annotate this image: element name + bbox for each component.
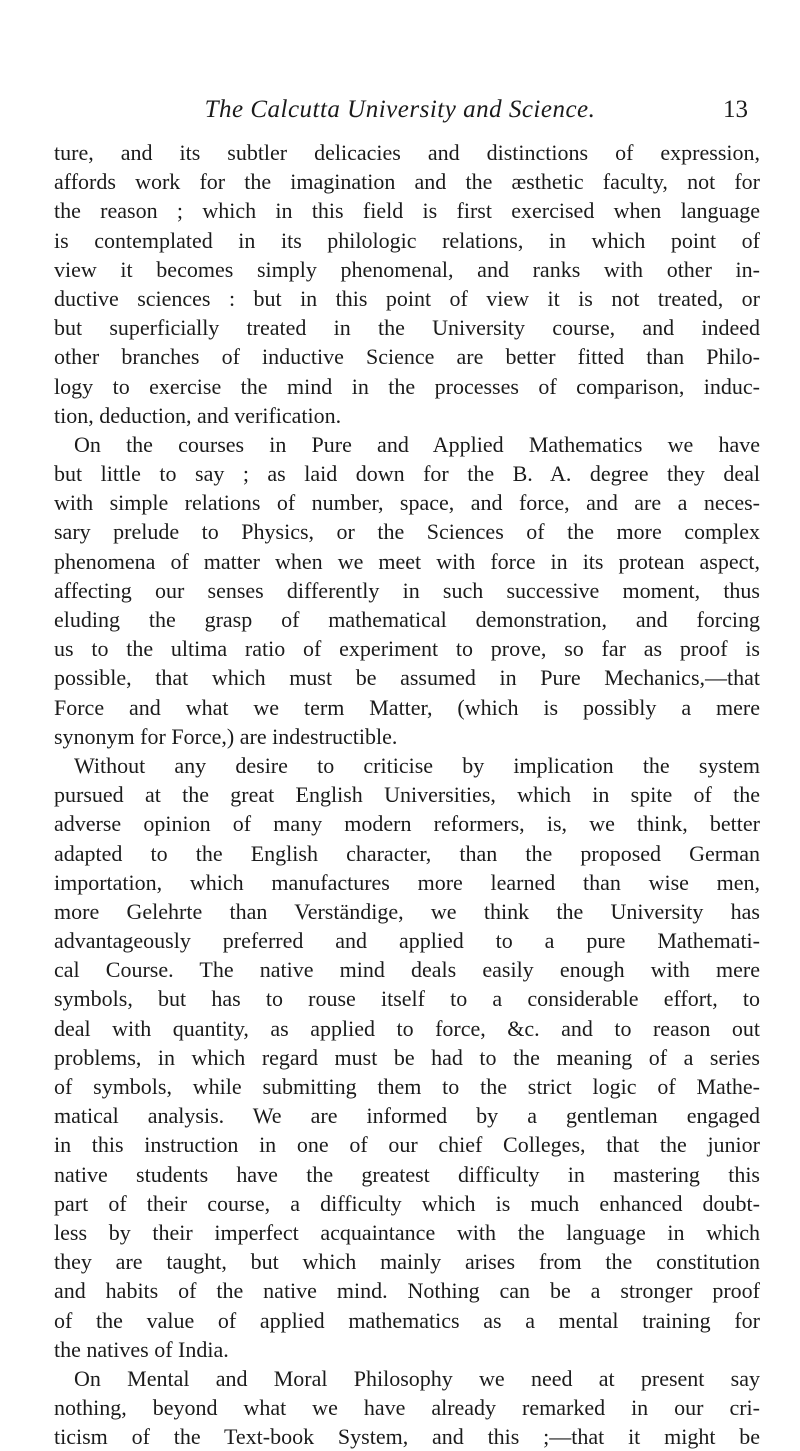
text-line: the reason ; which in this field is first exercised when language xyxy=(54,198,760,224)
text-line: more Gelehrte than Verständige, we think the University has xyxy=(54,898,760,924)
text-line: part of their course, a difficulty which is much enhanced doubt- xyxy=(54,1190,760,1216)
text-line: with simple relations of number, space, and force, and are a neces- xyxy=(54,490,760,516)
text-line: is contemplated in its philologic relations, in which point of xyxy=(54,227,760,253)
text-line: but little to say ; as laid down for the B. A. degree they deal xyxy=(54,461,760,487)
text-line: symbols, but has to rouse itself to a considerable effort, to xyxy=(54,986,760,1012)
body-text xyxy=(54,138,760,1451)
text-line: but superficially treated in the University course, and indeed xyxy=(54,315,760,341)
text-line: of symbols, while submitting them to the strict logic of Mathe- xyxy=(54,1074,760,1099)
text-line: in this instruction in one of our chief Colleges, that the junior xyxy=(54,1132,760,1158)
text-line: and habits of the native mind. Nothing can be a stronger proof xyxy=(54,1278,760,1304)
text-line: matical analysis. We are informed by a gentleman engaged xyxy=(54,1103,760,1129)
text-line: possible, that which must be assumed in Pure Mechanics,—that xyxy=(54,665,760,691)
text-line: less by their imperfect acquaintance with the language in which xyxy=(54,1219,760,1245)
text-line: problems, in which regard must be had to the meaning of a series xyxy=(54,1044,760,1070)
text-line: view it becomes simply phenomenal, and ranks with other in- xyxy=(54,256,760,282)
text-line: cal Course. The native mind deals easily enough with mere xyxy=(54,957,760,983)
text-line: ticism of the Text-book System, and this ;—that it might be xyxy=(54,1424,760,1450)
text-line: synonym for Force,) are indestructible. xyxy=(54,723,398,749)
text-line: logy to exercise the mind in the processes of comparison, induc- xyxy=(54,373,760,399)
text-line: Without any desire to criticise by implication the system xyxy=(74,752,760,778)
text-line: phenomena of matter when we meet with force in its protean aspect, xyxy=(54,548,760,574)
text-line: advantageously preferred and applied to a pure Mathemati- xyxy=(54,928,760,954)
text-line: Force and what we term Matter, (which is possibly a mere xyxy=(54,694,760,720)
text-line: adverse opinion of many modern reformers, is, we think, better xyxy=(54,811,760,837)
text-line: they are taught, but which mainly arises from the constitution xyxy=(54,1249,760,1275)
running-title: The Calcutta University and Science. xyxy=(204,96,596,123)
text-line: other branches of inductive Science are better fitted than Philo- xyxy=(54,344,760,370)
text-line: ductive sciences : but in this point of view it is not treated, or xyxy=(54,285,760,311)
text-line: us to the ultima ratio of experiment to prove, so far as proof is xyxy=(54,636,760,662)
text-line: importation, which manufactures more learned than wise men, xyxy=(54,869,760,895)
text-line: tion, deduction, and verification. xyxy=(54,402,342,428)
page-number: 13 xyxy=(723,96,748,123)
text-line: On Mental and Moral Philosophy we need at present say xyxy=(74,1365,760,1391)
text-line: of the value of applied mathematics as a mental training for xyxy=(54,1307,760,1333)
text-line: affecting our senses differently in such successive moment, thus xyxy=(54,577,760,603)
text-line: ture, and its subtler delicacies and distinctions of expression, xyxy=(54,140,760,165)
text-line: deal with quantity, as applied to force, &c. and to reason out xyxy=(54,1015,760,1041)
text-line: native students have the greatest difficulty in mastering this xyxy=(54,1161,760,1187)
text-line: eluding the grasp of mathematical demonstration, and forcing xyxy=(54,607,760,632)
text-line: On the courses in Pure and Applied Mathematics we have xyxy=(74,431,760,457)
text-line: pursued at the great English Universities, which in spite of the xyxy=(54,782,760,808)
text-line: the natives of India. xyxy=(54,1336,229,1362)
text-line: affords work for the imagination and the æsthetic faculty, not for xyxy=(54,169,760,195)
text-line: nothing, beyond what we have already remarked in our cri- xyxy=(54,1395,760,1421)
text-line: sary prelude to Physics, or the Sciences of the more complex xyxy=(54,519,760,545)
text-line: adapted to the English character, than the proposed German xyxy=(54,840,760,866)
